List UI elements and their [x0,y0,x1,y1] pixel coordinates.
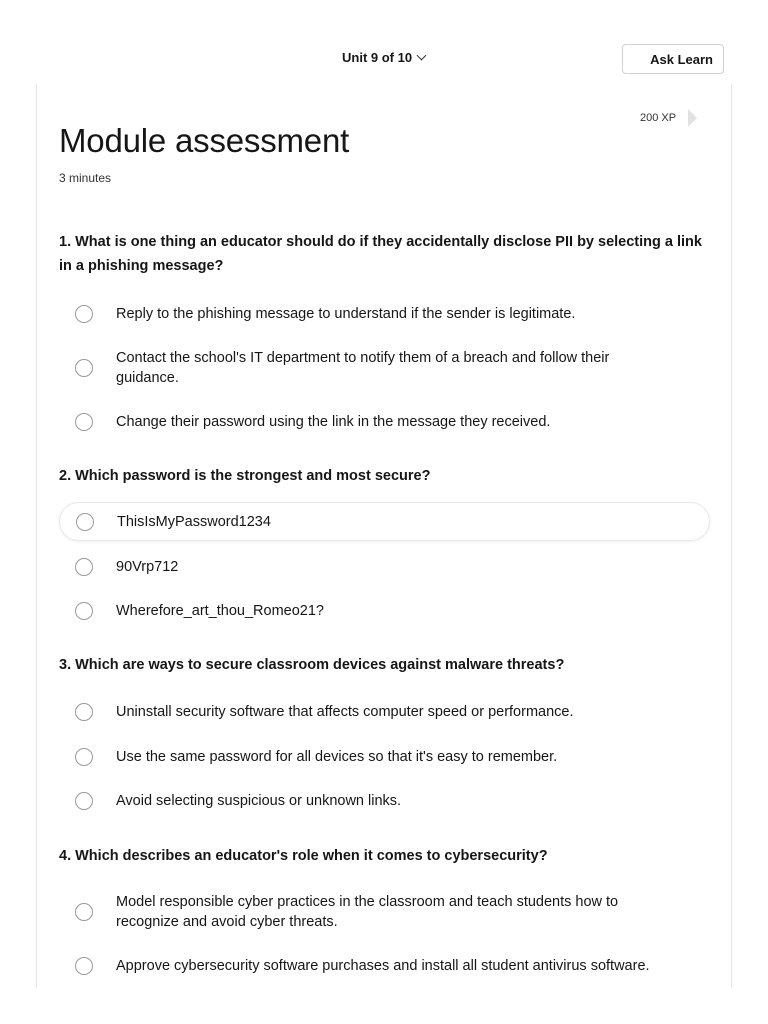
xp-triangle-icon [688,109,697,127]
question-2-option-2[interactable] [59,547,710,587]
radio-button[interactable] [75,305,93,323]
xp-label: 200 XP [640,112,677,124]
option-label: Use the same password for all devices so that it's easy to remember. [116,749,558,765]
option-label: ThisIsMyPassword1234 [117,513,271,530]
radio-button[interactable] [75,903,93,921]
option-label: 90Vrp712 [116,559,179,575]
radio-button[interactable] [76,513,94,531]
option-label: Contact the school's IT department to notify them of a breach and follow their guidance. [116,350,610,386]
question-3-option-1[interactable] [59,692,710,732]
radio-button[interactable] [75,748,93,766]
question-2-text: 2. Which password is the strongest and most secure? [59,468,431,484]
radio-button[interactable] [75,558,93,576]
duration-label: 3 minutes [59,171,112,185]
question-4-text: 4. Which describes an educator's role when it comes to cybersecurity? [59,848,548,864]
question-1-text: 1. What is one thing an educator should do if they accidentally disclose PII by selecting a link in a phishing message? [59,234,702,274]
question-3-option-2[interactable] [59,737,710,777]
radio-button[interactable] [75,703,93,721]
radio-button[interactable] [75,602,93,620]
page-title: Module assessment [59,122,350,159]
question-3-option-3[interactable] [59,781,710,821]
option-label: Reply to the phishing message to understand if the sender is legitimate. [116,306,576,322]
option-label: Approve cybersecurity software purchases and install all student antivirus software. [116,958,650,974]
radio-button[interactable] [75,957,93,975]
question-1-option-1[interactable] [59,294,710,334]
question-4-option-2[interactable] [59,946,710,986]
unit-selector-label: Unit 9 of 10 [342,50,413,65]
radio-button[interactable] [75,792,93,810]
question-1-option-3[interactable] [59,402,710,442]
option-label: Uninstall security software that affects computer speed or performance. [116,704,574,720]
option-label: Model responsible cyber practices in the classroom and teach students how to recognize and avoid cyber threats. [116,894,619,930]
question-4-option-1[interactable] [59,882,710,942]
xp-badge [640,109,697,127]
chevron-down-icon [417,51,427,61]
top-bar [0,0,768,84]
question-2-option-3[interactable] [59,591,710,631]
option-label: Change their password using the link in the message they received. [116,414,551,430]
question-1-option-2[interactable] [59,338,710,398]
unit-selector[interactable] [342,50,425,65]
option-label: Avoid selecting suspicious or unknown links. [116,793,402,809]
radio-button[interactable] [75,359,93,377]
question-3-text: 3. Which are ways to secure classroom devices against malware threats? [59,657,565,673]
ask-learn-button[interactable]: Ask Learn [622,44,724,74]
question-2-option-1[interactable] [59,502,710,541]
radio-button[interactable] [75,413,93,431]
option-label: Wherefore_art_thou_Romeo21? [116,603,324,619]
